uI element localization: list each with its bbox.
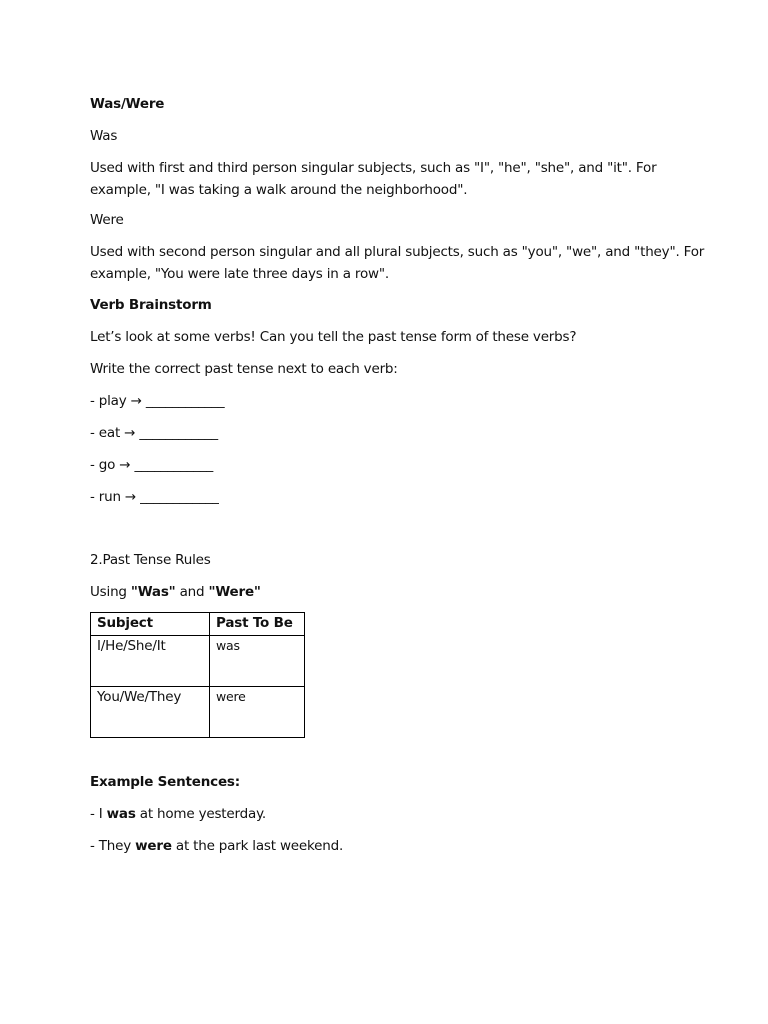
example-2-bold: were xyxy=(135,838,172,854)
brainstorm-intro: Let’s look at some verbs! Can you tell the past tense form of these verbs? xyxy=(90,329,577,345)
table-row xyxy=(91,687,305,738)
paragraph-was-line-1: Used with first and third person singular subjects, such as "I", "he", "she", and "it". For xyxy=(90,160,657,176)
table-cell-past-to-be: were xyxy=(210,687,305,738)
example-1-pre: - I xyxy=(90,806,107,822)
table-cell-past-to-be: was xyxy=(210,636,305,687)
verb-item-go: - go → ____________ xyxy=(90,457,214,473)
subheading-were: Were xyxy=(90,212,124,228)
past-to-be-table xyxy=(90,612,305,738)
verb-item-play: - play → ____________ xyxy=(90,393,225,409)
paragraph-were-line-1: Used with second person singular and all plural subjects, such as "you", "we", and "they". For xyxy=(90,244,705,260)
verb-item-run: - run → ____________ xyxy=(90,489,219,505)
table-cell-subject: You/We/They xyxy=(91,687,210,738)
using-was-were-line xyxy=(90,582,261,602)
example-2-post: at the park last weekend. xyxy=(171,838,344,854)
heading-verb-brainstorm: Verb Brainstorm xyxy=(90,297,212,313)
paragraph-was-line-2: example, "I was taking a walk around the neighborhood". xyxy=(90,182,468,198)
brainstorm-instruction: Write the correct past tense next to each verb: xyxy=(90,361,398,377)
example-sentence-2 xyxy=(90,836,343,856)
table-header-row xyxy=(91,613,305,636)
heading-example-sentences: Example Sentences: xyxy=(90,774,240,790)
verb-item-eat: - eat → ____________ xyxy=(90,425,218,441)
example-1-bold: was xyxy=(106,806,136,822)
subheading-was: Was xyxy=(90,128,118,144)
section-2-title: 2.Past Tense Rules xyxy=(90,552,211,568)
table-cell-subject: I/He/She/It xyxy=(91,636,210,687)
table-row xyxy=(91,636,305,687)
using-and: and xyxy=(175,584,209,600)
using-was: "Was" xyxy=(130,584,176,600)
heading-was-were: Was/Were xyxy=(90,96,165,112)
example-1-post: at home yesterday. xyxy=(135,806,267,822)
example-2-pre: - They xyxy=(90,838,136,854)
example-sentence-1 xyxy=(90,804,266,824)
table-header-past-to-be: Past To Be xyxy=(210,613,305,636)
table-header-subject: Subject xyxy=(91,613,210,636)
using-prefix: Using xyxy=(90,584,131,600)
using-were: "Were" xyxy=(208,584,261,600)
paragraph-were-line-2: example, "You were late three days in a row". xyxy=(90,266,389,282)
